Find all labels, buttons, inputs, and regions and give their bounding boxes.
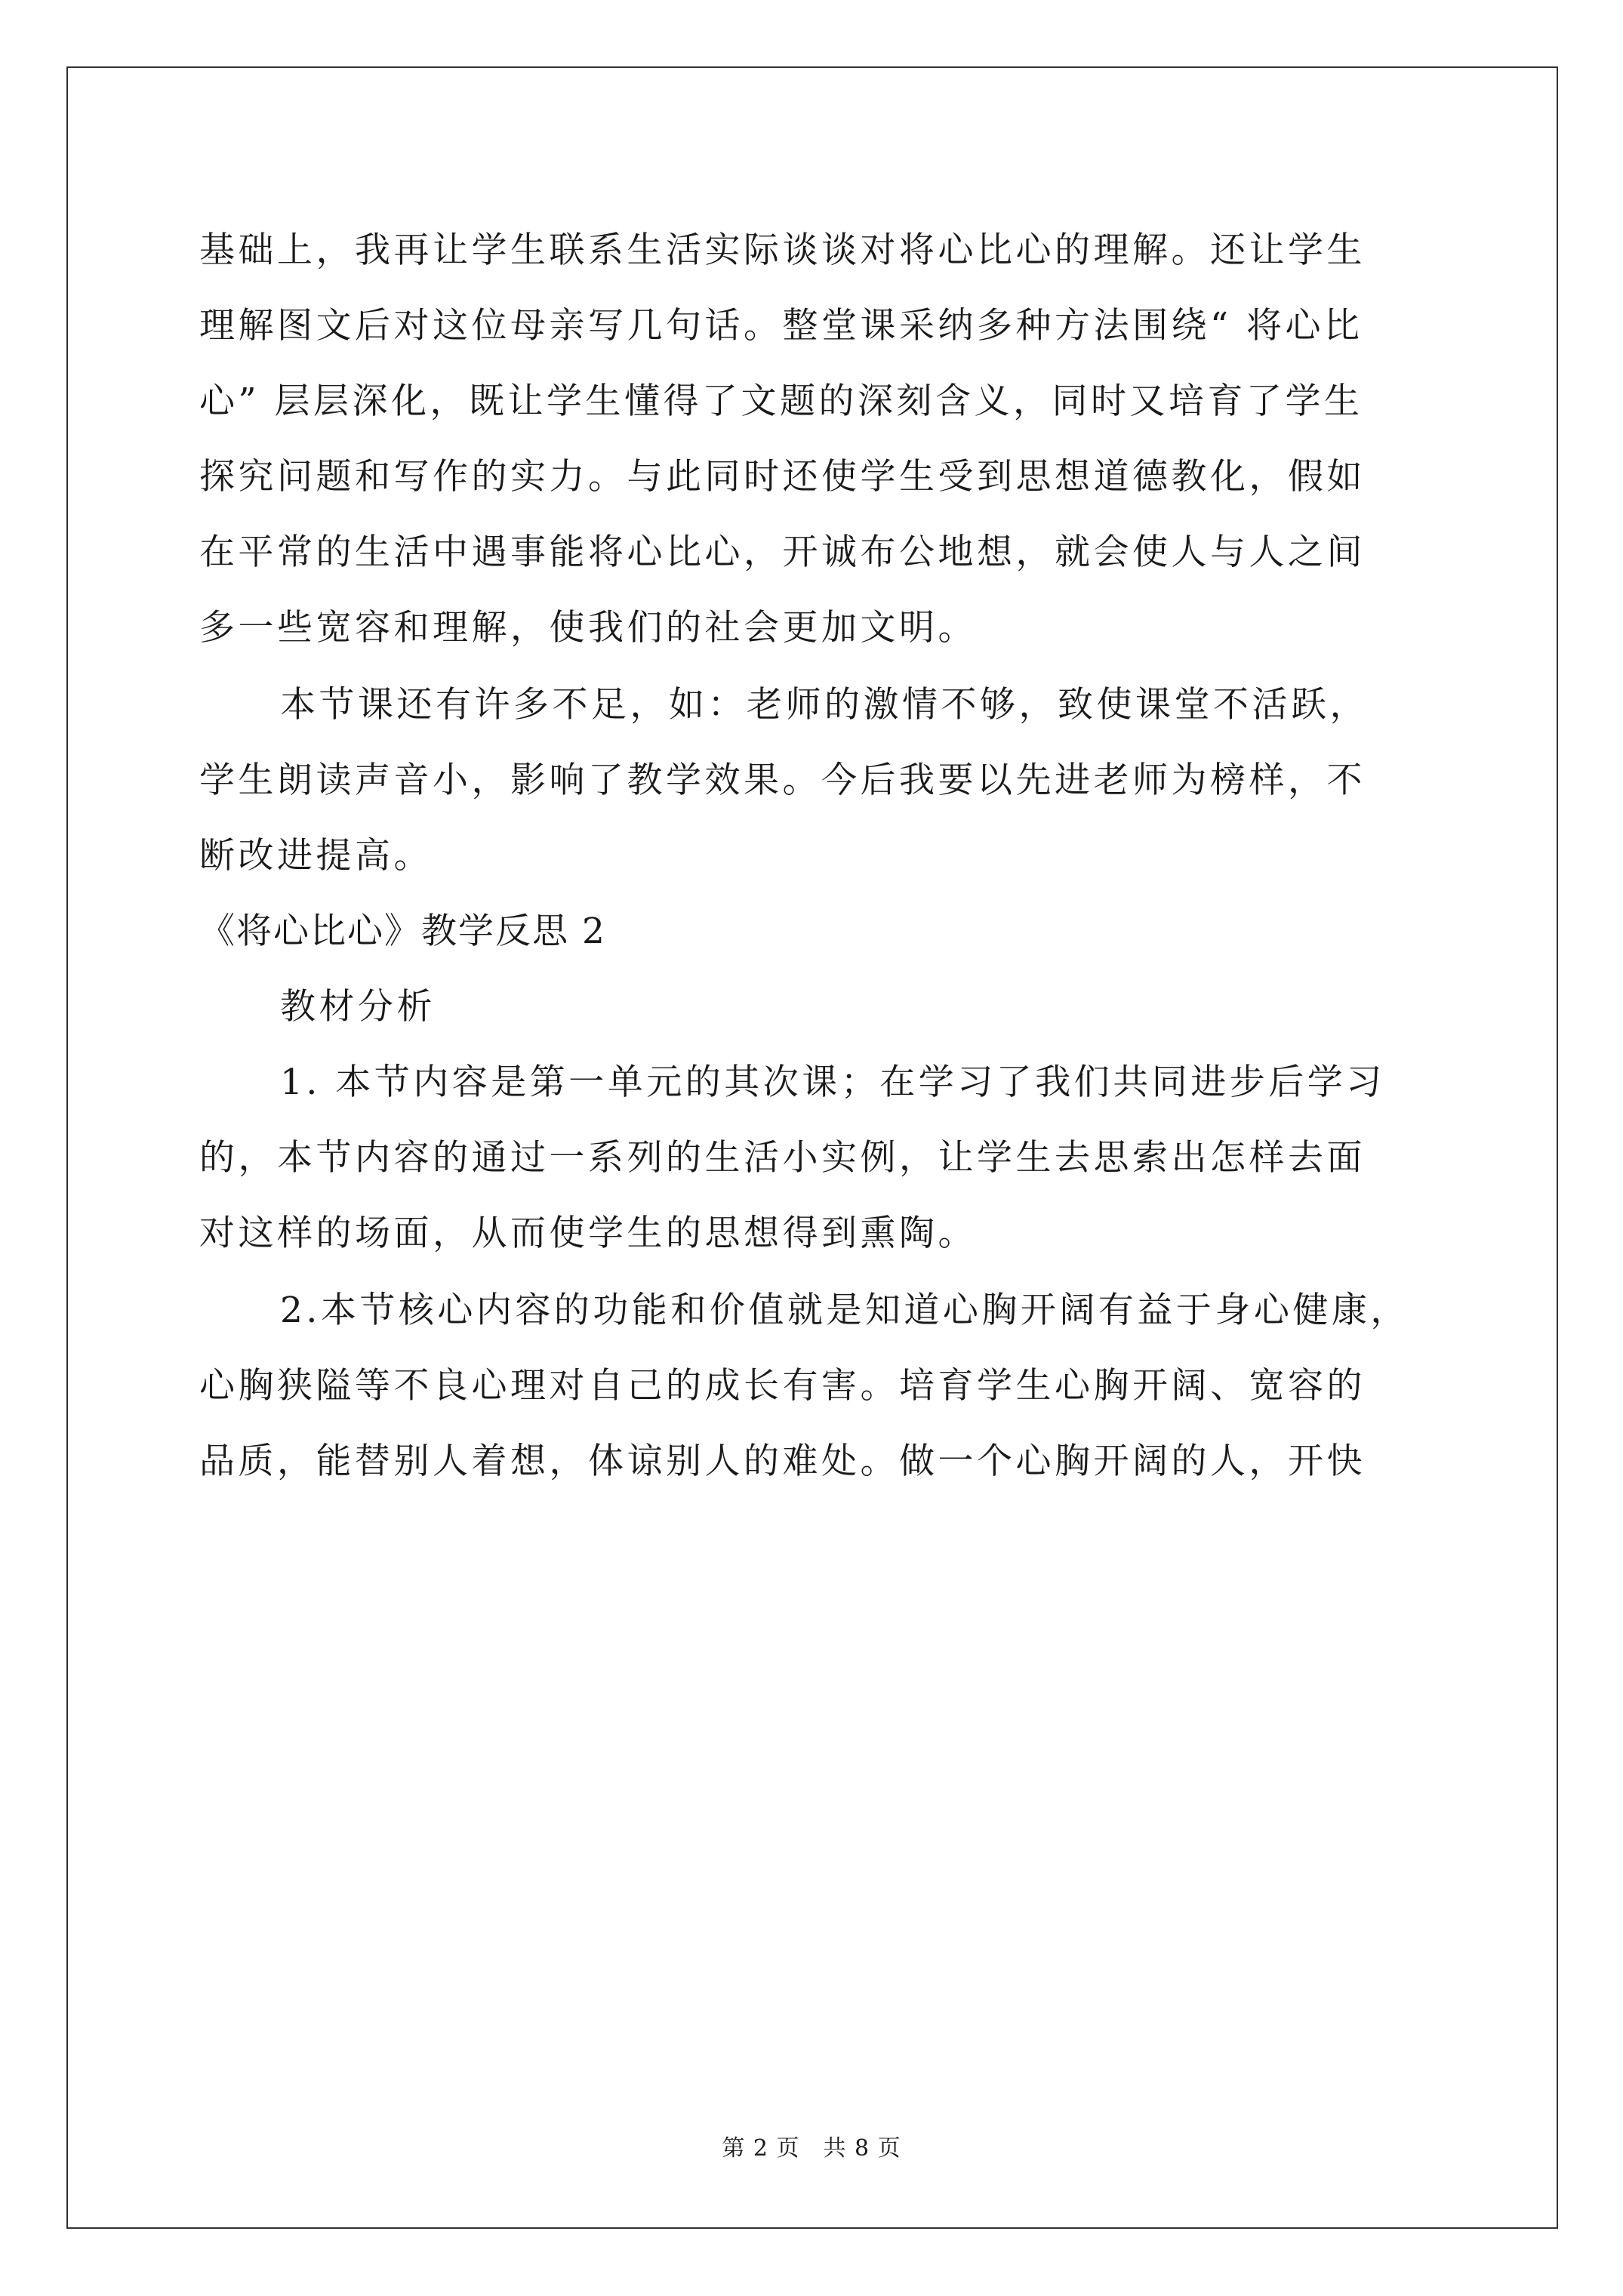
body-line-2: 理解图文后对这位母亲写几句话。整堂课采纳多种方法围绕“ 将心比 [199, 305, 1363, 347]
body-line-16: 心胸狭隘等不良心理对自己的成长有害。培育学生心胸开阔、宽容的 [199, 1365, 1366, 1407]
body-line-14: 对这样的场面，从而使学生的思想得到熏陶。 [199, 1213, 977, 1254]
body-line-12: 1. 本节内容是第一单元的其次课；在学习了我们共同进步后学习 [280, 1062, 1385, 1103]
body-line-1: 基础上，我再让学生联系生活实际谈谈对将心比心的理解。还让学生 [199, 230, 1366, 271]
body-line-15: 2.本节核心内容的功能和价值就是知道心胸开阔有益于身心健康， [280, 1290, 1409, 1331]
subheading: 教材分析 [280, 986, 436, 1028]
page-number-footer: 第 2 页 共 8 页 [722, 2135, 901, 2162]
body-line-9: 断改进提高。 [199, 835, 433, 877]
body-line-4: 探究问题和写作的实力。与此同时还使学生受到思想道德教化，假如 [199, 456, 1366, 498]
body-line-6: 多一些宽容和理解，使我们的社会更加文明。 [199, 607, 977, 649]
body-line-13: 的，本节内容的通过一系列的生活小实例，让学生去思索出怎样去面 [199, 1137, 1366, 1179]
body-line-3: 心” 层层深化，既让学生懂得了文题的深刻含义，同时又培育了学生 [199, 381, 1363, 422]
section-heading: 《将心比心》教学反思 2 [199, 911, 606, 952]
body-line-7: 本节课还有许多不足，如：老师的激情不够，致使课堂不活跃， [280, 684, 1369, 726]
body-line-5: 在平常的生活中遇事能将心比心，开诚布公地想，就会使人与人之间 [199, 532, 1366, 573]
body-line-8: 学生朗读声音小，影响了教学效果。今后我要以先进老师为榜样，不 [199, 760, 1366, 801]
body-line-17: 品质，能替别人着想，体谅别人的难处。做一个心胸开阔的人，开快 [199, 1441, 1366, 1482]
